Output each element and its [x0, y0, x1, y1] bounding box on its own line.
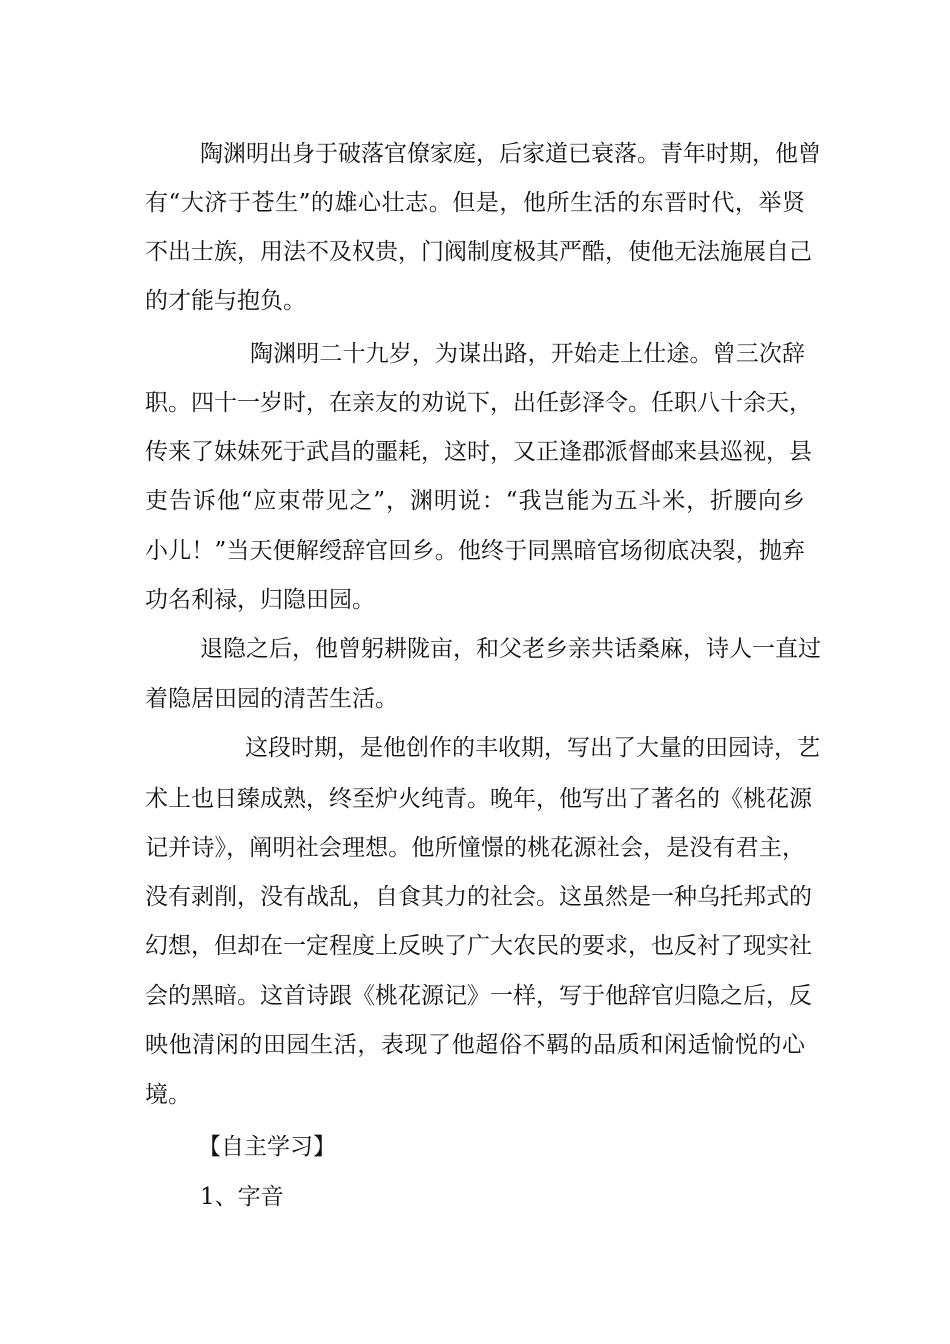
text-line: 不出士族，用法不及权贵，门阀制度极其严酷，使他无法施展自己	[145, 239, 812, 265]
section-heading: 【自主学习】	[198, 1134, 336, 1160]
text-line: 有“大济于苍生”的雄心壮志。但是，他所生活的东晋时代，举贤	[145, 190, 805, 216]
text-line: 映他清闲的田园生活，表现了他超俗不羁的品质和闲适愉悦的心	[145, 1032, 805, 1058]
text-line: 陶渊明出身于破落官僚家庭，后家道已衰落。青年时期，他曾	[200, 141, 821, 167]
text-line: 会的黑暗。这首诗跟《桃花源记》一样，写于他辞官归隐之后，反	[145, 983, 812, 1009]
text-line: 幻想，但却在一定程度上反映了广大农民的要求，也反衬了现实社	[145, 933, 812, 959]
text-line: 这段时期，是他创作的丰收期，写出了大量的田园诗，艺	[245, 735, 820, 761]
text-line: 吏告诉他“应束带见之”，渊明说：“我岂能为五斗米，折腰向乡	[145, 488, 805, 514]
text-line: 术上也日臻成熟，终至炉火纯青。晚年，他写出了著名的《桃花源	[145, 786, 812, 812]
text-line: 职。四十一岁时，在亲友的劝说下，出任彭泽令。任职八十余天，	[145, 390, 812, 416]
text-line: 退隐之后，他曾躬耕陇亩，和父老乡亲共话桑麻，诗人一直过	[200, 636, 821, 662]
text-line: 境。	[145, 1082, 191, 1108]
text-line: 的才能与抱负。	[145, 288, 306, 314]
text-line: 功名利禄，归隐田园。	[145, 587, 375, 613]
text-line: 传来了妹妹死于武昌的噩耗，这时，又正逢郡派督邮来县巡视，县	[145, 439, 812, 465]
text-line: 着隐居田园的清苦生活。	[145, 686, 398, 712]
text-line: 没有剥削，没有战乱，自食其力的社会。这虽然是一种乌托邦式的	[145, 884, 812, 910]
text-line: 记并诗》，阐明社会理想。他所憧憬的桃花源社会，是没有君主，	[145, 835, 805, 861]
text-line: 小儿！”当天便解绶辞官回乡。他终于同黑暗官场彻底决裂，抛弃	[145, 538, 805, 564]
subsection-heading: 1、字音	[200, 1184, 284, 1210]
text-line: 陶渊明二十九岁，为谋出路，开始走上仕途。曾三次辞	[250, 341, 805, 367]
